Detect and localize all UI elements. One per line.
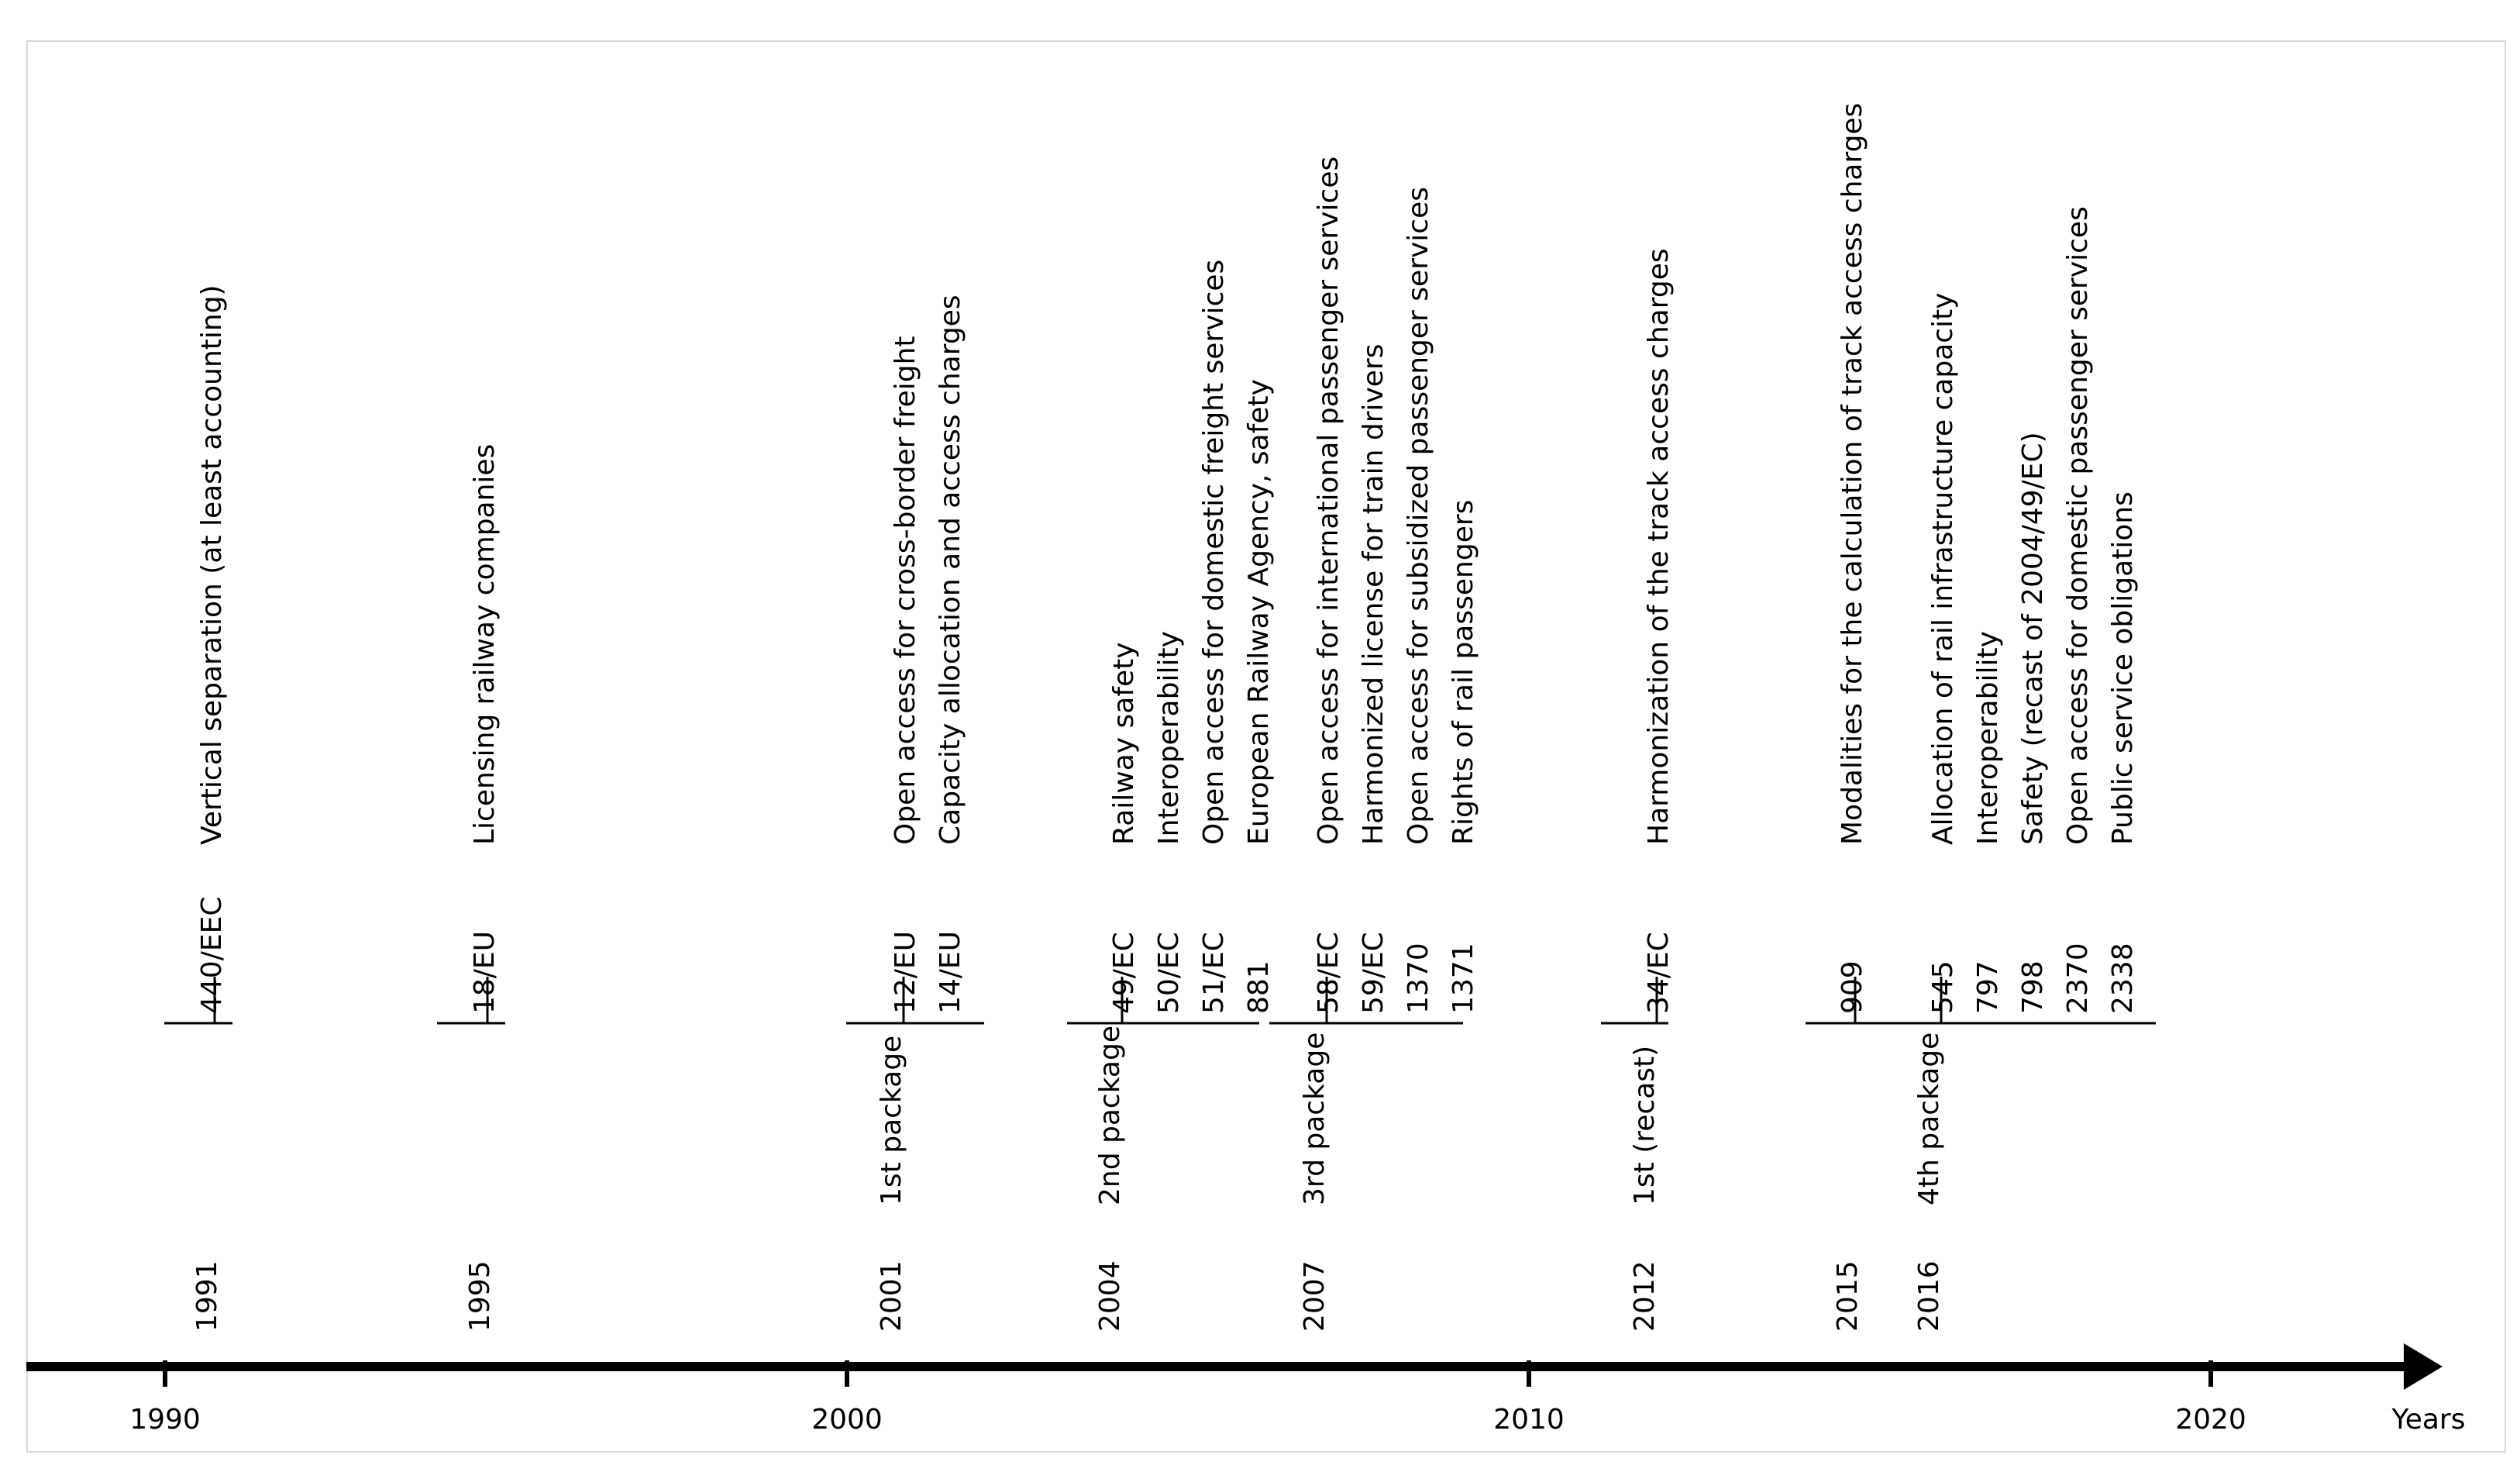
event-description: Safety (recast of 2004/49/EC) (2017, 432, 2049, 845)
event-2016 (1874, 206, 2156, 1332)
event-year-label: 2015 (1832, 1260, 1864, 1332)
event-code: 2370 (2062, 943, 2094, 1014)
axis-tick-label: 1990 (129, 1404, 201, 1436)
axis-unit-label: Years (2391, 1404, 2466, 1436)
event-description: Harmonized license for train drivers (1358, 343, 1389, 845)
event-code: 881 (1243, 960, 1275, 1014)
event-2015 (1806, 103, 1874, 1332)
event-description: Open access for subsidized passenger services (1403, 186, 1434, 845)
event-package-label: 4th package (1913, 1032, 1945, 1205)
axis-tick-label: 2010 (1493, 1404, 1565, 1436)
event-1991 (164, 284, 232, 1332)
event-code: 2338 (2107, 943, 2139, 1014)
event-package-label: 1st package (876, 1035, 907, 1205)
event-code: 1370 (1403, 943, 1434, 1014)
event-2004 (1067, 260, 1275, 1332)
event-description: Modalities for the calculation of track access charges (1837, 102, 1868, 845)
event-2012 (1601, 248, 1675, 1332)
event-code: 909 (1837, 960, 1868, 1014)
event-description: Public service obligations (2107, 491, 2139, 845)
event-code: 58/EC (1313, 932, 1344, 1014)
event-code: 50/EC (1153, 932, 1185, 1014)
event-code: 12/EU (890, 930, 921, 1014)
event-year-label: 1991 (191, 1260, 223, 1332)
event-description: Interoperability (1153, 631, 1185, 845)
event-code: 59/EC (1358, 932, 1389, 1014)
event-code: 440/EEC (196, 896, 228, 1014)
event-year-label: 1995 (464, 1260, 496, 1332)
event-year-label: 2007 (1299, 1260, 1331, 1332)
event-year-label: 2012 (1629, 1260, 1661, 1332)
axis-tick-label: 2000 (811, 1404, 883, 1436)
event-description: Capacity allocation and access charges (935, 295, 966, 845)
event-year-label: 2004 (1094, 1260, 1126, 1332)
time-axis (26, 1343, 2465, 1436)
event-year-label: 2016 (1913, 1260, 1945, 1332)
event-description: Open access for domestic passenger services (2062, 206, 2094, 845)
event-code: 545 (1927, 960, 1959, 1014)
event-description: Open access for domestic freight services (1198, 259, 1230, 845)
event-package-label: 3rd package (1299, 1032, 1331, 1205)
event-code: 797 (1972, 960, 2004, 1014)
event-description: Vertical separation (at least accounting) (196, 284, 228, 845)
axis-ticks (129, 1360, 2246, 1436)
event-description: Licensing railway companies (469, 443, 501, 845)
event-package-label: 1st (recast) (1629, 1045, 1661, 1205)
event-code: 798 (2017, 960, 2049, 1014)
event-1995 (437, 444, 505, 1332)
event-2007 (1269, 157, 1479, 1332)
event-package-label: 2nd package (1094, 1026, 1126, 1205)
event-description: Rights of rail passengers (1448, 499, 1479, 845)
event-code: 49/EC (1108, 932, 1140, 1014)
event-code: 18/EU (469, 930, 501, 1014)
timeline-events (164, 103, 2156, 1332)
event-code: 34/EC (1643, 932, 1675, 1014)
event-description: Railway safety (1108, 642, 1140, 845)
event-description: European Railway Agency, safety (1243, 379, 1275, 845)
event-description: Harmonization of the track access charges (1643, 248, 1675, 845)
event-description: Open access for international passenger services (1313, 156, 1344, 845)
event-2001 (846, 295, 984, 1332)
event-description: Interoperability (1972, 631, 2004, 845)
event-year-label: 2001 (876, 1260, 907, 1332)
axis-tick-label: 2020 (2175, 1404, 2246, 1436)
event-code: 14/EU (935, 930, 966, 1014)
axis-arrowhead (2404, 1343, 2443, 1390)
event-description: Open access for cross-border freight (890, 336, 921, 845)
event-description: Allocation of rail infrastructure capacity (1927, 292, 1959, 845)
event-code: 1371 (1448, 943, 1479, 1014)
event-code: 51/EC (1198, 932, 1230, 1014)
